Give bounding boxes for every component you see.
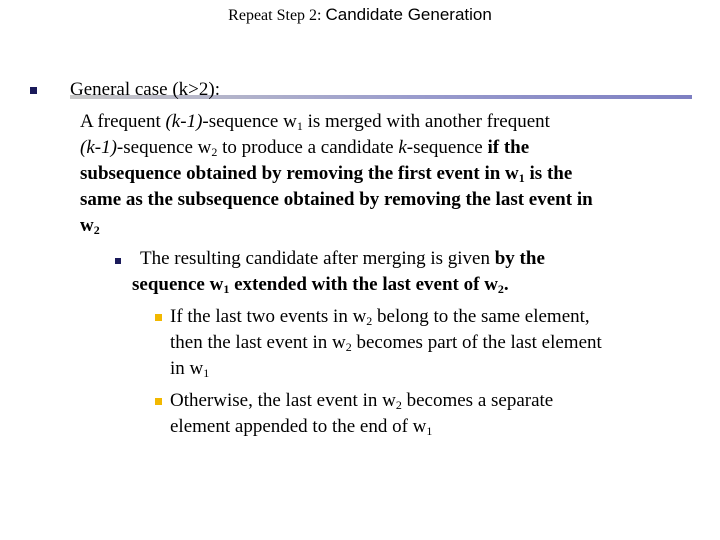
title-part-2: Candidate Generation [325, 5, 492, 24]
sub-sub-bullet-text: then the last event in $w_2$ becomes part of the last element [170, 332, 602, 354]
sub-sub-bullet-text: Otherwise, the last event in $w_2$ becomes a separate [170, 390, 554, 412]
body-line: A frequent (k-1)-sequence $w_1$ is merged with another frequent [80, 111, 550, 133]
sub-sub-bullet-text: element appended to the end of $w_1$ [170, 416, 433, 438]
sub-sub-bullet-text: in $w_1$ [170, 358, 210, 380]
bullet-text-general-case: General case (k>2): [70, 79, 220, 100]
slide-title [0, 5, 720, 26]
title-part-1: Repeat Step 2: [228, 7, 322, 24]
sub-bullet-text: The resulting candidate after merging is given by the [140, 248, 545, 269]
bullet-square-icon [155, 398, 162, 405]
body-line: $w_2$ [80, 215, 100, 237]
body-line: same as the subsequence obtained by removing the last event in [80, 189, 593, 210]
sub-bullet-text: sequence $w_1$ extended with the last event of $w_2$. [132, 274, 509, 296]
bullet-square-icon [30, 87, 37, 94]
body-line: (k-1)-sequence $w_2$ to produce a candidate k-sequence if the [80, 137, 530, 159]
body-line: subsequence obtained by removing the first event in $w_1$ is the [80, 163, 573, 185]
sub-sub-bullet-text: If the last two events in $w_2$ belong to the same element, [170, 306, 590, 328]
bullet-square-icon [155, 314, 162, 321]
bullet-square-icon [115, 258, 121, 264]
